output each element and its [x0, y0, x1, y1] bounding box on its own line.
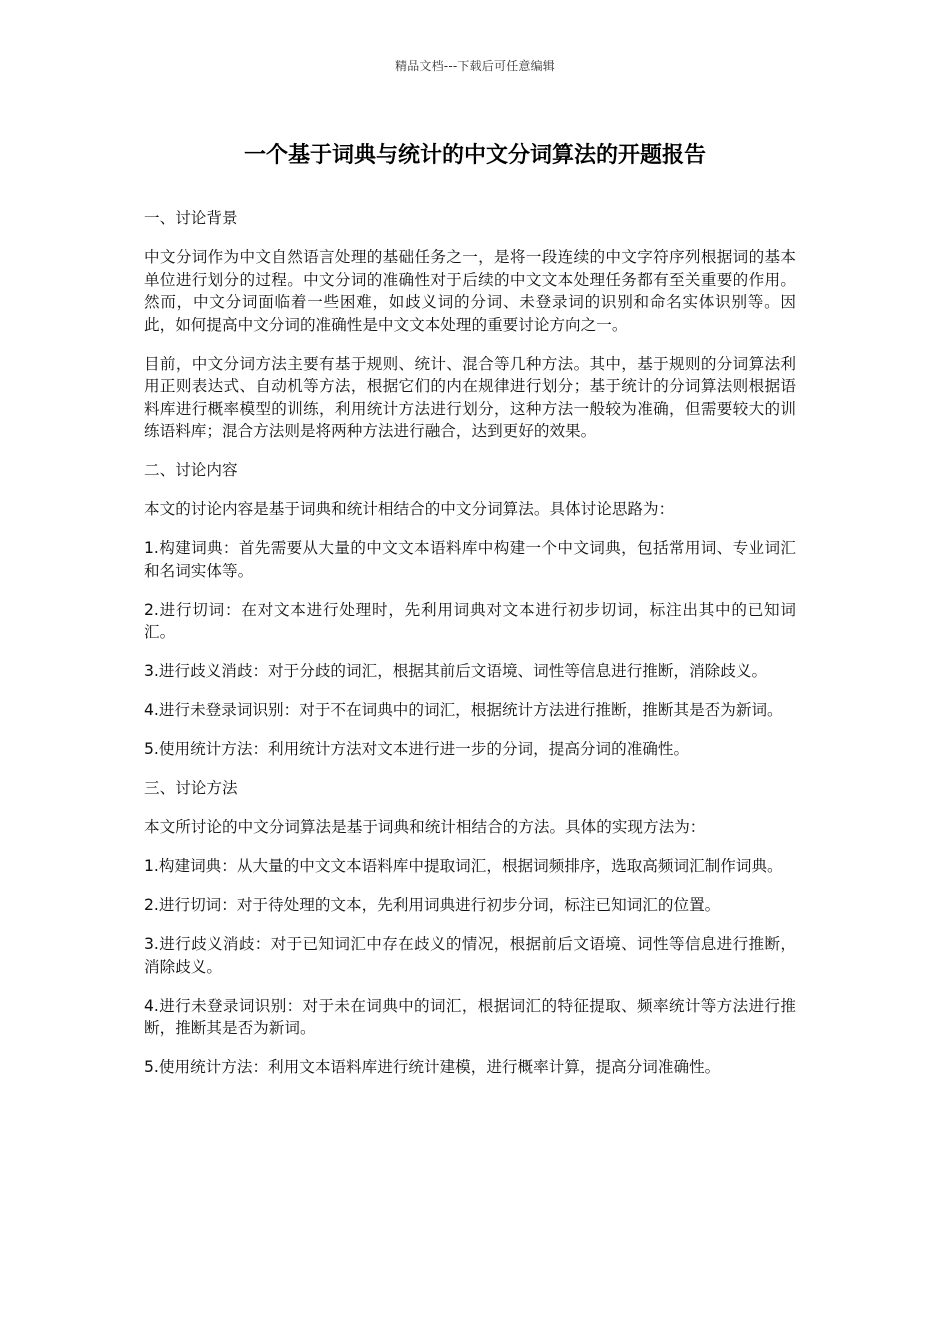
list-item: 3.进行歧义消歧：对于分歧的词汇，根据其前后文语境、词性等信息进行推断，消除歧义。 [144, 662, 768, 680]
paragraph: 本文的讨论内容是基于词典和统计相结合的中文分词算法。具体讨论思路为： [144, 500, 675, 518]
section-heading-background: 一、讨论背景 [144, 209, 238, 227]
list-item: 2.进行切词：对于待处理的文本，先利用词典进行初步分词，标注已知词汇的位置。 [144, 896, 721, 914]
document-body [144, 207, 796, 1095]
list-item: 2.进行切词：在对文本进行处理时，先利用词典对文本进行初步切词，标注出其中的已知词汇。 [144, 600, 796, 641]
list-item: 1.构建词典：首先需要从大量的中文文本语料库中构建一个中文词典，包括常用词、专业词汇和名词实体等。 [144, 539, 796, 580]
list-item: 4.进行未登录词识别：对于未在词典中的词汇，根据词汇的特征提取、频率统计等方法进行推断，推断其是否为新词。 [144, 996, 796, 1037]
list-item: 5.使用统计方法：利用统计方法对文本进行进一步的分词，提高分词的准确性。 [144, 740, 690, 758]
section-heading-method: 三、讨论方法 [144, 779, 238, 797]
paragraph: 目前，中文分词方法主要有基于规则、统计、混合等几种方法。其中，基于规则的分词算法利用正则表达式、自动机等方法，根据它们的内在规律进行划分；基于统计的分词算法则根据语料库进行概率模型的训练，利用统计方法进行划分，这种方法一般较为准确，但需要较大的训练语料库；混合方法则是将两种方法进行融合，达到更好的效果。 [144, 354, 796, 440]
list-item: 5.使用统计方法：利用文本语料库进行统计建模，进行概率计算，提高分词准确性。 [144, 1058, 721, 1076]
header-note: 精品文档---下载后可任意编辑 [395, 59, 555, 73]
document-title: 一个基于词典与统计的中文分词算法的开题报告 [243, 143, 706, 168]
section-heading-content: 二、讨论内容 [144, 461, 238, 479]
paragraph: 中文分词作为中文自然语言处理的基础任务之一，是将一段连续的中文字符序列根据词的基本单位进行划分的过程。中文分词的准确性对于后续的中文文本处理任务都有至关重要的作用。然而，中文分词面临着一些困难，如歧义词的分词、未登录词的识别和命名实体识别等。因此，如何提高中文分词的准确性是中文文本处理的重要讨论方向之一。 [144, 248, 796, 334]
paragraph: 本文所讨论的中文分词算法是基于词典和统计相结合的方法。具体的实现方法为： [144, 818, 706, 836]
list-item: 1.构建词典：从大量的中文文本语料库中提取词汇，根据词频排序，选取高频词汇制作词典。 [144, 857, 783, 875]
list-item: 3.进行歧义消歧：对于已知词汇中存在歧义的情况，根据前后文语境、词性等信息进行推断，消除歧义。 [144, 935, 796, 976]
list-item: 4.进行未登录词识别：对于不在词典中的词汇，根据统计方法进行推断，推断其是否为新词。 [144, 701, 783, 719]
